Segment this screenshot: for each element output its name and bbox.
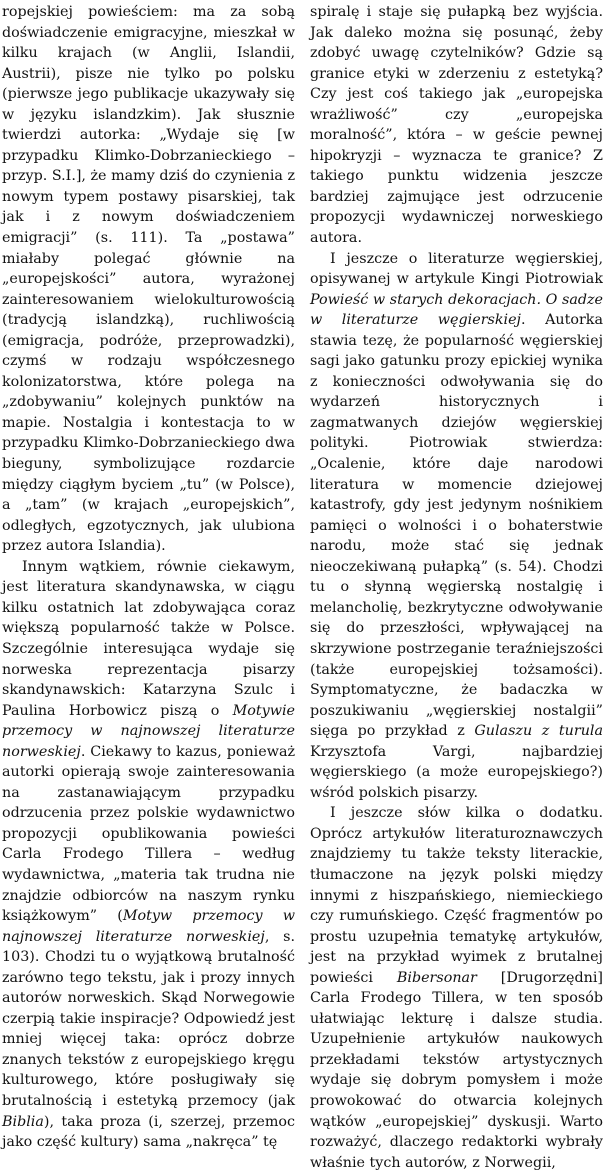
text-run: I jeszcze słów kilka o dodatku. Oprócz artykułów literaturoznawczych znajdziemy tu także teksty literackie, tłumaczone na język polski między innymi z hiszpańskiego, niemieckiego czy rumuńskiego. Część fragmentów po prostu uzupełnia tematykę artykułów, jest na przykład wyimek z brutalnej powieści	[310, 805, 603, 986]
paragraph	[310, 249, 603, 804]
text-run: Innym wątkiem, równie ciekawym, jest literatura skandynawska, w ciągu kilku ostatnich lat zdobywająca coraz większą popularność także w Polsce. Szczególnie interesująca wydaje się norweska reprezentacja pisarzy skandynawskich: Katarzyna Szulc i Paulina Horbowicz piszą o	[2, 558, 295, 719]
text-run: . Ciekawy to kazus, ponieważ autorki opierają swoje zainteresowania na zastanawiającym przypadku odrzucenia przez polskie wydawnictwo propozycji opublikowania powieści Carla Frodego Tillera – według wydawnictwa, „materia tak trudna nie znajdzie odbiorców na naszym rynku książkowym” (	[2, 743, 295, 925]
text-run: spiralę i staje się pułapką bez wyjścia. Jak daleko można się posunąć, żeby zdobyć uwagę czytelników? Gdzie są granice etyki w zderzeniu z estetyką? Czy jest coś takiego jak „europejska wrażliwość” czy „europejska moralność”, która – w geście pewnej hipokryzji – wyznacza te granice? Z takiego punktu widzenia jeszcze bardziej zajmujące jest odrzucenie propozycji wydawniczej norweskiego autora.	[310, 4, 603, 247]
italic-title-run: Motyw przemocy w najnowszej literaturze norweskiej	[2, 908, 295, 945]
paragraph	[310, 803, 603, 1173]
text-run: I jeszcze o literaturze węgierskiej, opisywanej w artykule Kingi Piotrowiak	[310, 250, 603, 288]
text-run: Krzysztofa Vargi, najbardziej węgierskiego (a może europejskiego?) wśród polskich pisarzy.	[310, 743, 603, 801]
italic-title-run: Biblia	[2, 1113, 44, 1130]
text-run: , s. 103). Chodzi tu o wyjątkową brutalność zarówno tego tekstu, jak i prozy innych autorów norweskich. Skąd Norwegowie czerpią takie inspiracje? Odpowiedź jest mniej więcej taka: oprócz dobrze znanych tekstów z europejskiego kręgu kulturowego, które posługiwały się brutalnością i estetyką przemocy (jak	[2, 928, 295, 1109]
text-run: ), taka proza (i, szerzej, przemoc jako część kultury) sama „nakręca” tę	[2, 1113, 295, 1151]
text-run: [Drugorzędni] Carla Frodego Tillera, w ten sposób ułatwiając lekturę i dalsze studia. Uzupełnienie artykułów naukowych przekładami tekstów artystycznych wydaje się dobrym pomysłem i może prowokować do otwarcia kolejnych wątków „europejskiej” dyskusji. Warto rozważyć, dlaczego redaktorki wybrały właśnie tych autorów, z Norwegii,	[310, 969, 603, 1171]
italic-title-run: Gulaszu z turula	[474, 723, 603, 740]
italic-title-run: Bibersonar	[396, 969, 477, 986]
italic-title-run: Motywie przemocy w najnowszej literaturze norweskiej	[2, 702, 295, 760]
italic-title-run: Powieść w starych dekoracjach. O sadze w literaturze węgierskiej	[310, 291, 603, 329]
paragraph	[2, 2, 295, 557]
text-column-left	[2, 2, 296, 1151]
text-run: ropejskiej powieściem: ma za sobą doświadczenie emigracyjne, mieszkał w kilku krajach (w Anglii, Islandii, Austrii), pisze nie tylko po polsku (pierwsze jego publikacje ukazywały się w języku islandzkim). Jak słusznie twierdzi autorka: „Wydaje się [w przypadku Klimko-Dobrzanieckiego – przyp. S.I.], że mamy dziś do czynienia z nowym typem postawy pisarskiej, tak jak i z nowym doświadczeniem emigracji” (s. 111). Ta „postawa” miałaby polegać głównie na „europejskości” autora, wyrażonej zainteresowaniem wielokulturowością (tradycją islandzką), ruchliwością (emigracja, podróże, przeprowadzki), czymś w rodzaju współczesnego kolonizatorstwa, które polega na „zdobywaniu” kolejnych punktów na mapie. Nostalgia i kontestacja to w przypadku Klimko-Dobrzanieckiego dwa bieguny, symbolizujące rozdarcie między ciągłym byciem „tu” (w Polsce), a „tam” (w krajach „europejskich”, odległych, egzotycznych, jak ulubiona przez autora Islandia).	[2, 4, 296, 555]
text-run: . Autorka stawia tezę, że popularność węgierskiej sagi jako gatunku prozy epickiej wynika z konieczności odwoływania się do wydarzeń historycznych i zagmatwanych dziejów węgierskiej polityki. Piotrowiak stwierdza: „Ocalenie, które daje narodowi literatura w momencie dziejowej katastrofy, gdy jest jedynym nośnikiem pamięci o wolności i o bohaterstwie narodu, może stać się jednak nieoczekiwaną pułapką” (s. 54). Chodzi tu o słynną węgierską nostalgię i melancholię, bezkrytyczne odwoływanie się do przeszłości, wpływającej na skrzywione postrzeganie teraźniejszości (także europejskiej tożsamości). Symptomatyczne, że badaczka w poszukiwaniu „węgierskiej nostalgii” sięga po przykład z	[310, 312, 603, 740]
paragraph	[310, 2, 603, 249]
paragraph	[2, 557, 295, 1153]
text-column-right	[310, 2, 603, 1171]
